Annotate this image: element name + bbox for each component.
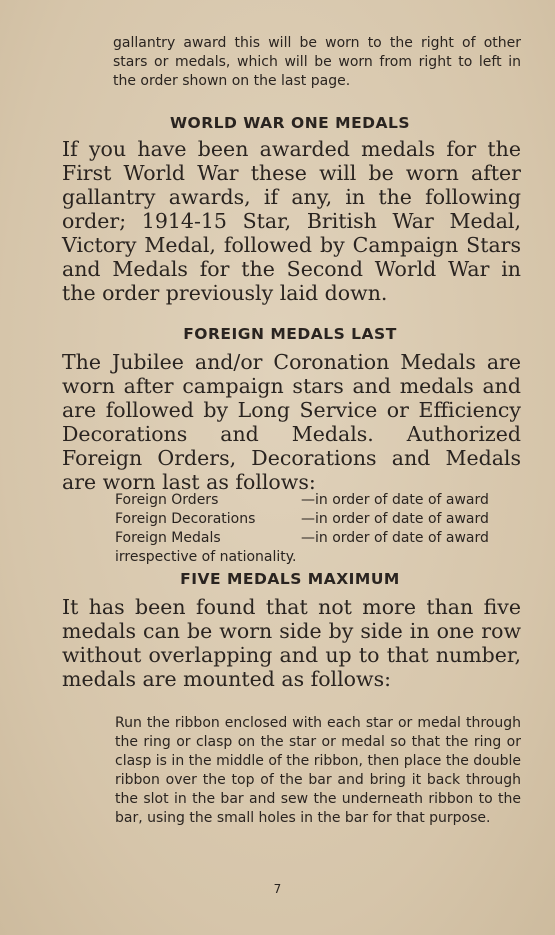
foreign-awards-list [115,491,525,567]
section-heading-five-medals: FIVE MEDALS MAXIMUM [180,570,400,588]
list-item-order: —in order of date of award [301,511,489,527]
list-item-name: Foreign Orders [115,492,219,508]
page-number: 7 [273,882,282,896]
section-heading-ww1: WORLD WAR ONE MEDALS [169,114,411,132]
list-item-name: Foreign Decorations [115,511,256,527]
section-body-five-medals: It has been found that not more than five medals can be worn side by side in one row without overlapping and up to that number, medals are mounted as follows: [62,595,521,691]
list-item [115,491,525,510]
list-item [115,510,525,529]
section-body-ww1: If you have been awarded medals for the First World War these will be worn after gallantry awards, if any, in the following order; 1914-15 Star, British War Medal, Victory Medal, followed by Campaign Stars and Medals for the Second World War in the order previously laid down. [62,137,521,305]
list-item [115,529,525,548]
section-heading-foreign: FOREIGN MEDALS LAST [183,325,397,343]
section-body-foreign: The Jubilee and/or Coronation Medals are worn after campaign stars and medals and are followed by Long Service or Efficiency Decorations and Medals. Authorized Foreign Orders, Decorations and Medals are worn last as follows: [62,350,521,494]
list-item-order: —in order of date of award [301,530,489,546]
list-item-order: —in order of date of award [301,492,489,508]
list-item-name: Foreign Medals [115,530,221,546]
intro-paragraph: gallantry award this will be worn to the right of other stars or medals, which will be worn from right to left in the order shown on the last page. [113,35,521,89]
mounting-instructions: Run the ribbon enclosed with each star or medal through the ring or clasp on the star or medal so that the ring or clasp is in the middle of the ribbon, then place the double ribbon over the top of the bar and bring it back through the slot in the bar and sew the underneath ribbon to the bar, using the small holes in the bar for that purpose. [115,715,522,826]
list-note: irrespective of nationality. [115,549,297,565]
